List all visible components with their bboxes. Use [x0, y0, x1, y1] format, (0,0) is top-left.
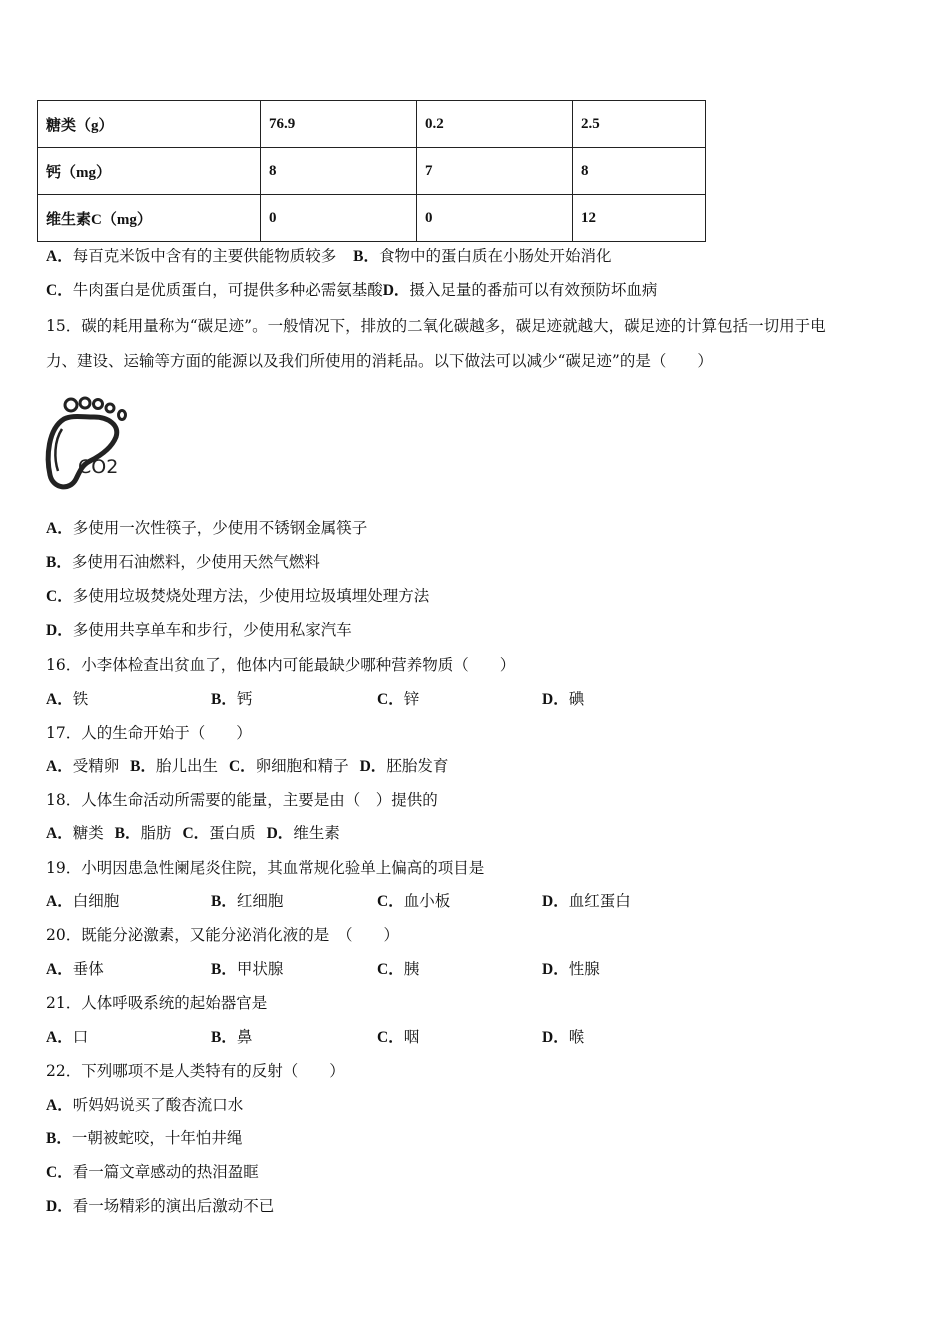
- table-cell: 2.5: [573, 101, 706, 148]
- co2-label: CO2: [78, 456, 119, 478]
- q20-option-a: A．垂体: [46, 960, 104, 978]
- q21-option-a: A．口: [46, 1028, 89, 1046]
- q22-option: B．一朝被蛇咬，十年怕井绳: [46, 1129, 243, 1147]
- q16-option-d: D．碘: [542, 690, 585, 708]
- q15-option: A．多使用一次性筷子，少使用不锈钢金属筷子: [46, 519, 368, 537]
- q17-options: A．受精卵 B．胎儿出生 C．卵细胞和精子 D．胚胎发育: [46, 757, 449, 775]
- table-row: [38, 195, 706, 242]
- q20-stem: 20．既能分泌激素，又能分泌消化液的是 （ ）: [46, 926, 399, 944]
- q20-option-b: B．甲状腺: [211, 960, 284, 978]
- table-cell: 7: [417, 148, 573, 195]
- q15-stem-line2: 力、建设、运输等方面的能源以及我们所使用的消耗品。以下做法可以减少“碳足迹”的是（ ）: [46, 352, 713, 370]
- q15-option: B．多使用石油燃料，少使用天然气燃料: [46, 553, 320, 571]
- table-cell: 钙（mg）: [38, 148, 261, 195]
- q20-option-d: D．性腺: [542, 960, 600, 978]
- q22-option: A．听妈妈说买了酸杏流口水: [46, 1096, 244, 1114]
- q15-option: D．多使用共享单车和步行，少使用私家汽车: [46, 621, 352, 639]
- q22-option: D．看一场精彩的演出后激动不已: [46, 1197, 275, 1215]
- table-row: [38, 148, 706, 195]
- q16-option-c: C．锌: [377, 690, 420, 708]
- table-cell: 8: [261, 148, 417, 195]
- q19-option-a: A．白细胞: [46, 892, 120, 910]
- table-cell: 12: [573, 195, 706, 242]
- table-cell: 0: [261, 195, 417, 242]
- table-cell: 76.9: [261, 101, 417, 148]
- table-cell: 0: [417, 195, 573, 242]
- table-cell: 糖类（g）: [38, 101, 261, 148]
- table-cell: 维生素C（mg）: [38, 195, 261, 242]
- q16-stem: 16．小李体检查出贫血了，他体内可能最缺少哪种营养物质（ ）: [46, 656, 516, 674]
- q19-option-b: B．红细胞: [211, 892, 284, 910]
- q18-stem: 18．人体生命活动所需要的能量，主要是由（ ）提供的: [46, 791, 438, 809]
- q21-option-c: C．咽: [377, 1028, 420, 1046]
- q21-option-d: D．喉: [542, 1028, 585, 1046]
- carbon-footprint-icon: [42, 395, 142, 495]
- table-row: [38, 101, 706, 148]
- q19-option-c: C．血小板: [377, 892, 451, 910]
- q14-options-line1: A．每百克米饭中含有的主要供能物质较多 B．食物中的蛋白质在小肠处开始消化: [46, 247, 612, 265]
- q15-option: C．多使用垃圾焚烧处理方法，少使用垃圾填埋处理方法: [46, 587, 430, 605]
- nutrition-table: [37, 100, 706, 242]
- q21-option-b: B．鼻: [211, 1028, 253, 1046]
- q22-option: C．看一篇文章感动的热泪盈眶: [46, 1163, 259, 1181]
- q19-stem: 19．小明因患急性阑尾炎住院，其血常规化验单上偏高的项目是: [46, 859, 485, 877]
- q15-stem-line1: 15．碳的耗用量称为“碳足迹”。一般情况下，排放的二氧化碳越多，碳足迹就越大，碳足迹的计算包括一切用于电: [46, 317, 826, 335]
- table-cell: 8: [573, 148, 706, 195]
- q16-option-b: B．钙: [211, 690, 253, 708]
- q17-stem: 17．人的生命开始于（ ）: [46, 724, 252, 742]
- table-cell: 0.2: [417, 101, 573, 148]
- q22-stem: 22．下列哪项不是人类特有的反射（ ）: [46, 1062, 345, 1080]
- q14-options-line2: C．牛肉蛋白是优质蛋白，可提供多种必需氨基酸D．摄入足量的番茄可以有效预防坏血病: [46, 281, 658, 299]
- q19-option-d: D．血红蛋白: [542, 892, 631, 910]
- q21-stem: 21．人体呼吸系统的起始器官是: [46, 994, 268, 1012]
- q20-option-c: C．胰: [377, 960, 420, 978]
- q18-options: A．糖类 B．脂肪 C．蛋白质 D．维生素: [46, 824, 340, 842]
- q16-option-a: A．铁: [46, 690, 89, 708]
